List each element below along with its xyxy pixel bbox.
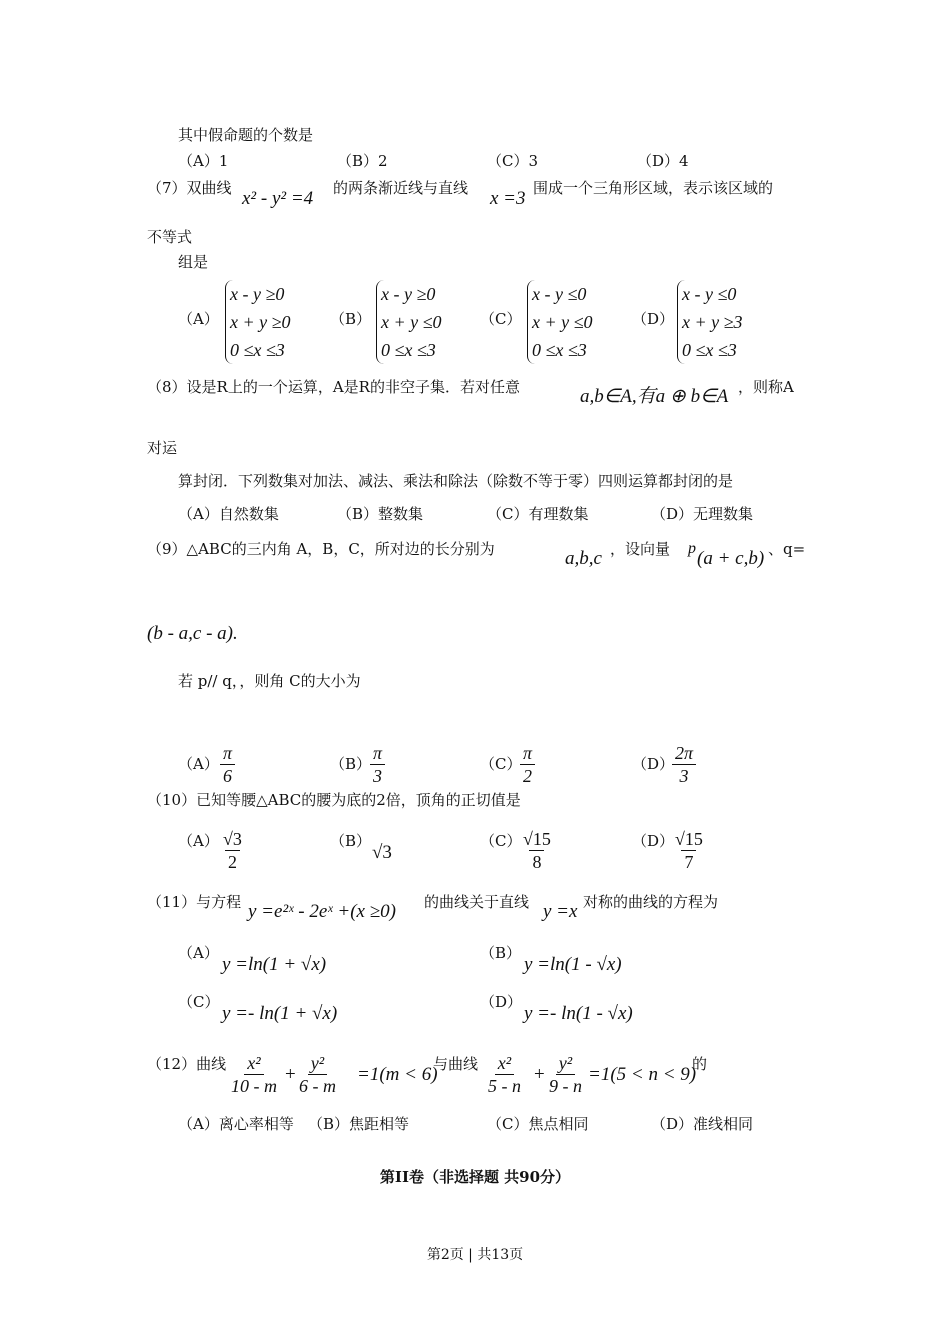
inequality: x - y ≤0 [532, 284, 587, 304]
q11-line-eq: y =x [543, 901, 578, 922]
q9-sides: a,b,c [565, 548, 602, 569]
numerator: y² [308, 1052, 327, 1075]
q9-option-b-label: （B） [330, 755, 372, 773]
q11-equation: y =e²ˣ - 2eˣ +(x ≥0) [248, 901, 396, 922]
q6-option-d: （D）4 [637, 152, 689, 170]
denominator: 3 [679, 766, 689, 786]
q7-option-c-system [527, 280, 593, 364]
inequality: 0 ≤x ≤3 [230, 340, 285, 360]
denominator: 9 - n [549, 1076, 582, 1096]
numerator: √3 [223, 829, 242, 849]
q12-curve1-y-term [296, 1052, 339, 1097]
q10-option-d-label: （D） [632, 832, 675, 850]
q11-option-b-label: （B） [480, 944, 522, 962]
q7-suffix: 围成一个三角形区域，表示该区域的 [533, 179, 774, 197]
q9-option-d-label: （D） [632, 755, 675, 773]
numerator: x² [244, 1052, 263, 1075]
q11-option-a-value: y =ln(1 + √x) [222, 954, 327, 975]
q8-line3: 算封闭．下列数集对加法、减法、乘法和除法（除数不等于零）四则运算都封闭的是 [178, 472, 734, 490]
q6-option-c: （C）3 [487, 152, 539, 170]
denominator: 3 [373, 766, 383, 786]
q12-curve2-rest: =1(5 < n < 9) [588, 1064, 697, 1085]
inequality: x - y ≤0 [682, 284, 737, 304]
numerator: π [520, 742, 535, 765]
plus-sign: + [534, 1064, 545, 1085]
denominator: 10 - m [231, 1076, 277, 1096]
denominator: 6 - m [299, 1076, 336, 1096]
q7-line3: 组是 [178, 253, 209, 271]
inequality: 0 ≤x ≤3 [532, 340, 587, 360]
q11-option-d-value: y =- ln(1 - √x) [524, 1003, 633, 1024]
q11-suffix: 对称的曲线的方程为 [583, 893, 719, 911]
plus-sign: + [285, 1064, 296, 1085]
q9-vector-p-value: (a + c,b) [697, 548, 765, 569]
q8-stem: （8）设是R上的一个运算，A是R的非空子集．若对任意 [147, 378, 520, 396]
inequality: x - y ≥0 [381, 284, 436, 304]
q7-option-d-system [677, 280, 743, 364]
q8-option-c: （C）有理数集 [487, 505, 589, 523]
denominator: 2 [225, 850, 240, 873]
q10-option-c-label: （C） [480, 832, 522, 850]
q9-option-d-fraction [672, 742, 696, 787]
q12-curve2-y-term [546, 1052, 585, 1097]
inequality: x - y ≥0 [230, 284, 285, 304]
q8-suffix: ，则称A [738, 378, 794, 396]
numerator: π [220, 742, 235, 765]
q10-option-a-label: （A） [178, 832, 219, 850]
q11-option-c-value: y =- ln(1 + √x) [222, 1003, 338, 1024]
q8-option-b: （B）整数集 [337, 505, 424, 523]
denominator: 2 [523, 766, 533, 786]
q11-option-d-label: （D） [480, 993, 523, 1011]
q10-option-b-value: √3 [372, 842, 392, 863]
q12-suffix: 的 [692, 1055, 708, 1073]
q12-prefix: （12）曲线 [147, 1055, 227, 1073]
q7-option-c-label: （C） [480, 310, 522, 328]
q12-curve1-x-term [228, 1052, 280, 1097]
q11-option-b-value: y =ln(1 - √x) [524, 954, 622, 975]
q9-option-c-fraction [520, 742, 535, 787]
page-footer: 第2页 | 共13页 [426, 1247, 524, 1263]
inequality: 0 ≤x ≤3 [682, 340, 737, 360]
q6-stem: 其中假命题的个数是 [178, 126, 314, 144]
q9-mid: ，设向量 [610, 540, 671, 558]
denominator: 8 [529, 850, 544, 873]
section-title: 第II卷（非选择题 共90分） [379, 1168, 571, 1186]
q11-option-a-label: （A） [178, 944, 219, 962]
q8-math: a,b∈A,有a ⊕ b∈A [580, 386, 729, 407]
inequality: x + y ≤0 [381, 312, 442, 332]
numerator: π [370, 742, 385, 765]
numerator: 2π [672, 742, 696, 765]
q9-sep: 、q= [768, 540, 806, 558]
numerator: √15 [523, 829, 551, 849]
q7-mid: 的两条渐近线与直线 [333, 179, 469, 197]
q9-option-a-label: （A） [178, 755, 219, 773]
q7-line-eq: x =3 [490, 188, 526, 209]
q7-option-b-system [376, 280, 442, 364]
q9-stem: （9）△ABC的三内角 A，B，C，所对边的长分别为 [147, 540, 495, 558]
inequality: x + y ≤0 [532, 312, 593, 332]
q10-option-a-fraction [220, 828, 245, 873]
q8-line2: 对运 [147, 439, 178, 457]
denominator: 7 [681, 850, 696, 873]
q6-option-b: （B）2 [337, 152, 388, 170]
numerator: √15 [675, 829, 703, 849]
q8-option-d: （D）无理数集 [651, 505, 754, 523]
q7-line2: 不等式 [147, 228, 193, 246]
q9-vector-q-value: (b - a,c - a). [147, 623, 238, 644]
q12-option-a: （A）离心率相等 [178, 1115, 294, 1133]
inequality: x + y ≥0 [230, 312, 291, 332]
q10-option-c-fraction [520, 828, 554, 873]
q7-equation: x² - y² =4 [242, 188, 314, 209]
q9-condition: 若 p// q，，则角 C的大小为 [178, 672, 361, 690]
q8-option-a: （A）自然数集 [178, 505, 279, 523]
q11-option-c-label: （C） [178, 993, 220, 1011]
inequality: x + y ≥3 [682, 312, 743, 332]
q9-vector-p: p [688, 540, 696, 557]
q12-option-c: （C）焦点相同 [487, 1115, 589, 1133]
q12-option-b: （B）焦距相等 [308, 1115, 410, 1133]
denominator: 5 - n [488, 1076, 521, 1096]
q12-curve2-x-term [485, 1052, 524, 1097]
q7-prefix: （7）双曲线 [147, 179, 232, 197]
q10-stem: （10）已知等腰△ABC的腰为底的2倍，顶角的正切值是 [147, 791, 521, 809]
q12-option-d: （D）准线相同 [651, 1115, 754, 1133]
q10-option-b-label: （B） [330, 832, 372, 850]
q12-curve1-rest: =1(m < 6) [357, 1064, 438, 1085]
q7-option-b-label: （B） [330, 310, 372, 328]
q6-option-a: （A）1 [178, 152, 229, 170]
q9-option-c-label: （C） [480, 755, 522, 773]
q7-option-a-label: （A） [178, 310, 219, 328]
q9-option-b-fraction [370, 742, 385, 787]
inequality: 0 ≤x ≤3 [381, 340, 436, 360]
numerator: x² [495, 1052, 514, 1075]
q7-option-a-system [225, 280, 291, 364]
q11-mid: 的曲线关于直线 [424, 893, 530, 911]
q10-option-d-fraction [672, 828, 706, 873]
q7-option-d-label: （D） [632, 310, 675, 328]
q12-mid: 与曲线 [433, 1055, 479, 1073]
denominator: 6 [223, 766, 233, 786]
q11-prefix: （11）与方程 [147, 893, 242, 911]
q9-option-a-fraction [220, 742, 235, 787]
numerator: y² [556, 1052, 575, 1075]
